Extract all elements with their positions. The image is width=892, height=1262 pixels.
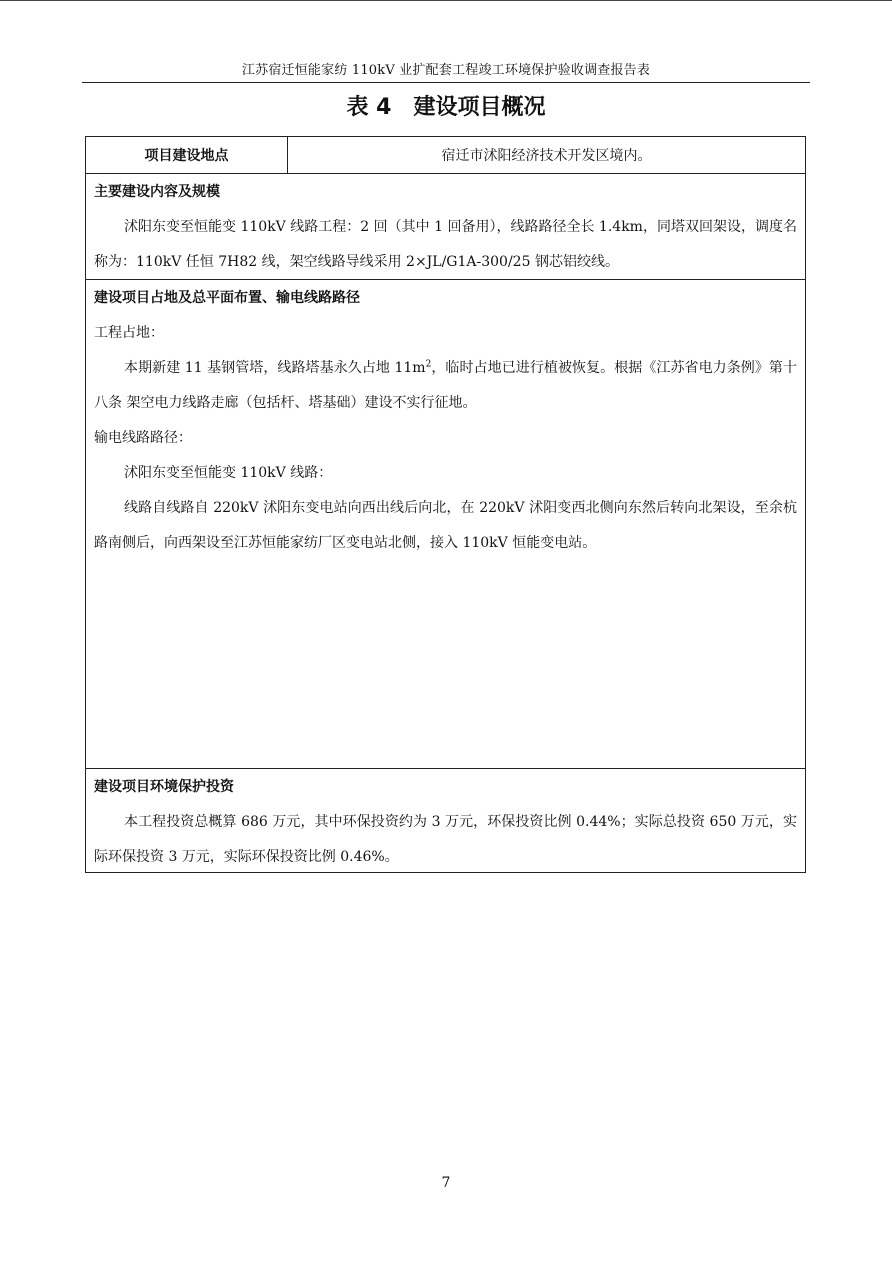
construction-content-section — [86, 174, 805, 280]
land-occupation-subheading: 工程占地： — [94, 325, 164, 341]
investment-paragraph: 本工程投资总概算 686 万元，其中环保投资约为 3 万元，环保投资比例 0.44%；实际总投资 650 万元，实际环保投资 3 万元，实际环保投资比例 0.46%。 — [94, 814, 797, 865]
header-rule — [82, 82, 810, 83]
land-route-section — [86, 280, 805, 769]
land-route-heading: 建设项目占地及总平面布置、输电线路路径 — [94, 290, 360, 306]
land-occupation-paragraph — [94, 351, 797, 421]
table-title — [82, 92, 810, 124]
route-paragraph: 线路自线路自 220kV 沭阳东变电站向西出线后向北，在 220kV 沭阳变西北侧向东然后转向北架设，至余杭路南侧后，向西架设至江苏恒能家纺厂区变电站北侧，接入 110kV 恒能变电站。 — [94, 500, 797, 551]
running-header: 江苏宿迁恒能家纺 110kV 业扩配套工程竣工环境保护验收调查报告表 — [241, 63, 651, 78]
page-number: 7 — [441, 1175, 451, 1191]
project-overview-table — [85, 136, 806, 873]
page-top-border — [0, 0, 892, 1]
table-title-text: 建设项目概况 — [413, 95, 546, 120]
land-occupation-text-b: ，临时占地已进行植被恢复。根据《江苏省电力条例》第十八条 架空电力线路走廊（包括杆、塔基础）建设不实行征地。 — [94, 360, 797, 411]
construction-content-paragraph: 沭阳东变至恒能变 110kV 线路工程：2 回（其中 1 回备用），线路路径全长 1.4km，同塔双回架设，调度名称为：110kV 任恒 7H82 线，架空线路导线采用 2×JL/G1A-300/25 钢芯铝绞线。 — [94, 219, 797, 270]
location-label: 项目建设地点 — [86, 137, 288, 173]
land-occupation-text-a: 本期新建 11 基钢管塔，线路塔基永久占地 11m — [124, 360, 426, 376]
square-superscript: 2 — [425, 359, 432, 370]
location-row — [86, 137, 805, 174]
route-line-name: 沭阳东变至恒能变 110kV 线路： — [124, 465, 333, 481]
route-subheading: 输电线路路径： — [94, 430, 192, 446]
investment-section — [86, 769, 805, 874]
table-number: 表 4 — [346, 95, 392, 120]
construction-content-heading: 主要建设内容及规模 — [94, 184, 220, 200]
investment-heading: 建设项目环境保护投资 — [94, 779, 234, 795]
location-value: 宿迁市沭阳经济技术开发区境内。 — [441, 148, 652, 164]
